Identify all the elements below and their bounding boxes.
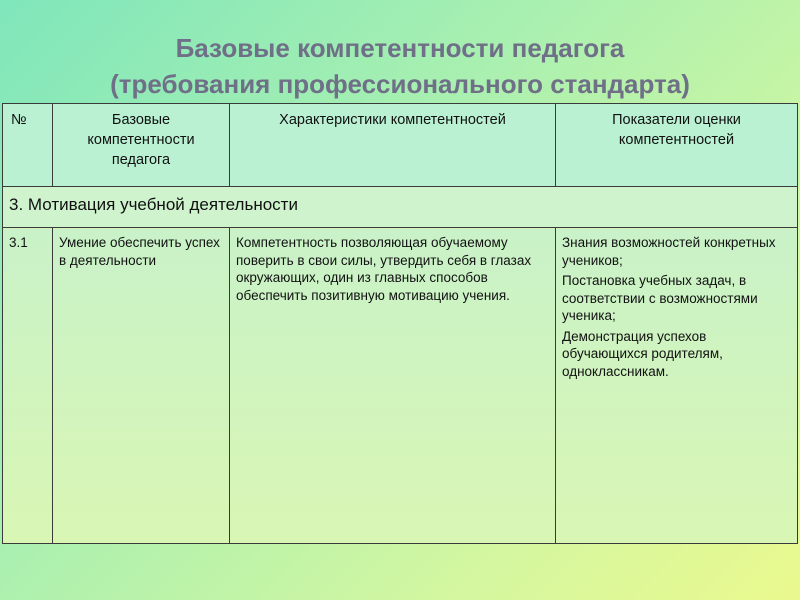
header-competence: Базовые компетентности педагога — [53, 104, 230, 187]
title-line-2: (требования профессионального стандарта) — [110, 69, 690, 99]
header-indicators: Показатели оценки компетентностей — [556, 104, 798, 187]
row-competence: Умение обеспечить успех в деятельности — [53, 228, 230, 544]
section-row — [3, 187, 798, 228]
row-number: 3.1 — [3, 228, 53, 544]
section-title: 3. Мотивация учебной деятельности — [3, 187, 798, 228]
table-row — [3, 228, 798, 544]
header-characteristics: Характеристики компетентностей — [230, 104, 556, 187]
competence-table — [2, 103, 798, 544]
row-characteristics: Компетентность позволяющая обучаемому поверить в свои силы, утвердить себя в глазах окружающих, один из главных способов обеспечить позитивную мотивацию учения. — [230, 228, 556, 544]
page-title — [0, 30, 800, 102]
table-header-row — [3, 104, 798, 187]
row-indicators — [556, 228, 798, 544]
indicator-item: Постановка учебных задач, в соответствии с возможностями ученика; — [562, 273, 758, 323]
indicator-item: Демонстрация успехов обучающихся родителям, одноклассникам. — [562, 328, 723, 379]
indicator-item: Знания возможностей конкретных учеников; — [562, 235, 776, 268]
title-line-1: Базовые компетентности педагога — [175, 33, 625, 63]
header-number: № — [3, 104, 53, 187]
